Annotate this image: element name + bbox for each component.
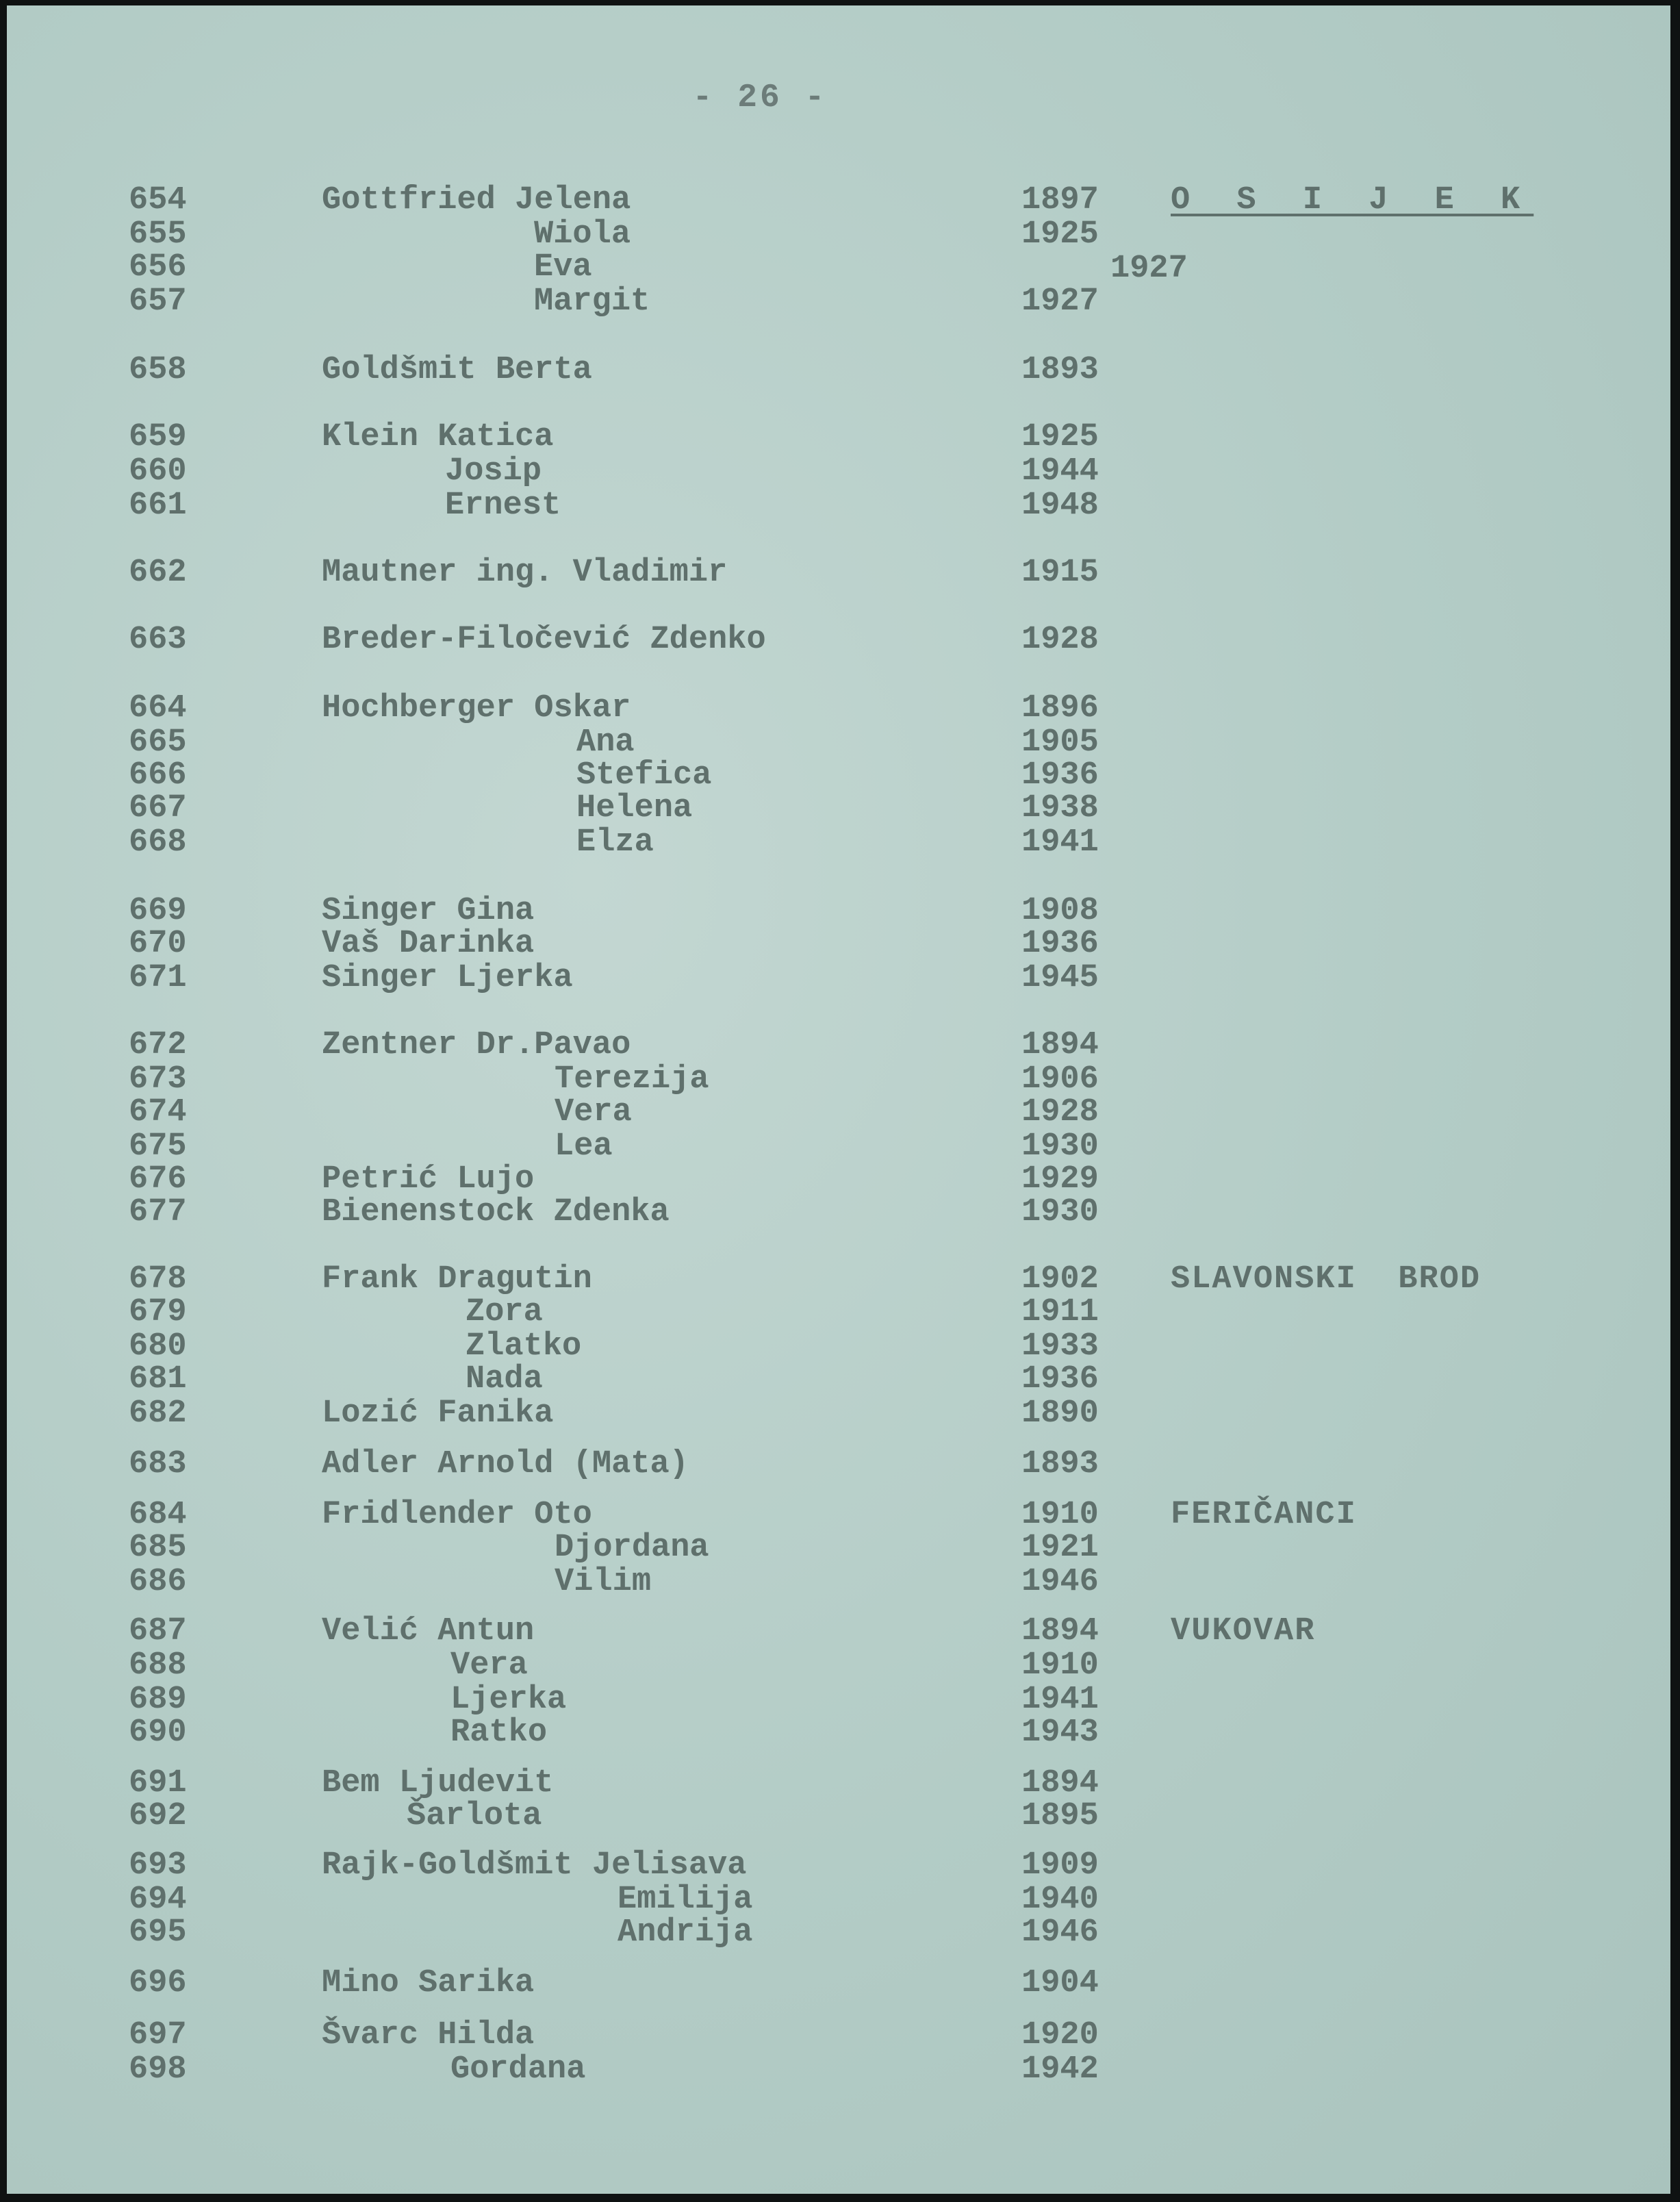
entry-row [7, 759, 1670, 793]
entry-row [7, 1916, 1670, 1950]
entry-birth-year: 1944 [1021, 453, 1099, 490]
entry-name: Vera [555, 1094, 632, 1130]
entry-name: Vaš Darinka [322, 926, 535, 962]
entry-name: Rajk-Goldšmit Jelisava [322, 1847, 747, 1884]
entry-number: 687 [129, 1613, 187, 1649]
entry-name: Gordana [450, 2051, 586, 2088]
entry-birth-year: 1930 [1021, 1128, 1099, 1165]
entry-number: 673 [129, 1061, 187, 1098]
entry-number: 680 [129, 1328, 187, 1365]
entry-name: Švarc Hilda [322, 2017, 535, 2053]
entry-name: Frank Dragutin [322, 1261, 592, 1298]
entry-name: Margit [534, 283, 650, 320]
entry-name: Vilim [555, 1564, 652, 1600]
entry-row [7, 2018, 1670, 2053]
entry-row [7, 184, 1670, 218]
entry-birth-year: 1893 [1021, 352, 1099, 388]
entry-name: Fridlender Oto [322, 1497, 592, 1533]
entry-number: 660 [129, 453, 187, 490]
entry-row [7, 1028, 1670, 1063]
entry-row [7, 556, 1670, 590]
entry-number: 678 [129, 1261, 187, 1298]
entry-row [7, 1096, 1670, 1130]
entry-number: 681 [129, 1361, 187, 1397]
entry-name: Šarlota [407, 1798, 542, 1834]
entry-name: Emilija [618, 1882, 753, 1918]
entry-name: Zora [466, 1294, 543, 1330]
entry-row [7, 792, 1670, 826]
entry-birth-year: 1896 [1021, 690, 1099, 726]
entry-name: Velić Antun [322, 1613, 535, 1649]
entry-row [7, 489, 1670, 523]
entry-number: 662 [129, 555, 187, 591]
entry-number: 671 [129, 960, 187, 996]
entry-birth-year: 1908 [1021, 893, 1099, 929]
entry-row [7, 285, 1670, 319]
entry-number: 665 [129, 724, 187, 761]
entry-birth-year: 1946 [1021, 1564, 1099, 1600]
entry-birth-year: 1915 [1021, 555, 1099, 591]
entry-number: 674 [129, 1094, 187, 1130]
entry-number: 667 [129, 790, 187, 826]
entry-birth-year: 1948 [1021, 488, 1099, 524]
entry-row [7, 1683, 1670, 1717]
entry-number: 691 [129, 1765, 187, 1801]
entry-number: 668 [129, 824, 187, 861]
entry-number: 676 [129, 1161, 187, 1198]
entry-place: SLAVONSKI BROD [1171, 1261, 1481, 1298]
entry-number: 690 [129, 1714, 187, 1751]
entry-birth-year: 1933 [1021, 1328, 1099, 1365]
entry-row [7, 1849, 1670, 1883]
entry-birth-year: 1925 [1021, 419, 1099, 455]
entry-row [7, 2053, 1670, 2087]
entry-birth-year: 1894 [1021, 1765, 1099, 1801]
entry-number: 692 [129, 1798, 187, 1834]
entry-place: O S I J E K [1171, 182, 1534, 218]
entry-name: Helena [576, 790, 693, 826]
entry-birth-year: 1904 [1021, 1965, 1099, 2001]
page-number: - 26 - [692, 79, 828, 116]
entry-number: 657 [129, 283, 187, 320]
entry-row [7, 927, 1670, 961]
entry-birth-year: 1911 [1021, 1294, 1099, 1330]
entry-row [7, 1363, 1670, 1397]
entry-number: 682 [129, 1395, 187, 1432]
entry-number: 669 [129, 893, 187, 929]
entry-number: 664 [129, 690, 187, 726]
entry-number: 696 [129, 1965, 187, 2001]
entry-name: Ernest [445, 488, 561, 524]
entry-name: Mino Sarika [322, 1965, 535, 2001]
entry-number: 683 [129, 1446, 187, 1482]
entry-birth-year: 1928 [1021, 1094, 1099, 1130]
entry-name: Goldšmit Berta [322, 352, 592, 388]
entry-name: Vera [450, 1647, 528, 1684]
entry-row [7, 1966, 1670, 2001]
entry-name: Elza [576, 824, 654, 861]
entry-number: 693 [129, 1847, 187, 1884]
entry-row [7, 1767, 1670, 1801]
entry-birth-year: 1941 [1021, 1682, 1099, 1718]
entry-number: 654 [129, 182, 187, 218]
entry-row [7, 1883, 1670, 1917]
entry-row [7, 623, 1670, 657]
entry-number: 695 [129, 1914, 187, 1951]
entry-birth-year: 1936 [1021, 926, 1099, 962]
entry-row [7, 1263, 1670, 1297]
entry-birth-year: 1943 [1021, 1714, 1099, 1751]
entry-list [7, 5, 1670, 2194]
entry-name: Petrić Lujo [322, 1161, 535, 1198]
entry-birth-year: 1905 [1021, 724, 1099, 761]
entry-row [7, 1498, 1670, 1532]
entry-row [7, 1163, 1670, 1197]
entry-name: Ana [576, 724, 635, 761]
entry-number: 685 [129, 1530, 187, 1566]
entry-row [7, 420, 1670, 455]
entry-row [7, 726, 1670, 760]
entry-birth-year: 1930 [1021, 1194, 1099, 1230]
entry-name: Bem Ljudevit [322, 1765, 554, 1801]
entry-birth-year: 1941 [1021, 824, 1099, 861]
entry-row [7, 1615, 1670, 1649]
entry-birth-year: 1936 [1021, 757, 1099, 794]
entry-name: Terezija [555, 1061, 709, 1098]
entry-name: Josip [445, 453, 542, 490]
entry-row [7, 1130, 1670, 1164]
entry-place: FERIČANCI [1171, 1497, 1357, 1533]
entry-birth-year: 1906 [1021, 1061, 1099, 1098]
entry-number: 661 [129, 488, 187, 524]
entry-name: Singer Gina [322, 893, 535, 929]
entry-row [7, 1649, 1670, 1683]
entry-name: Hochberger Oskar [322, 690, 631, 726]
entry-number: 659 [129, 419, 187, 455]
entry-birth-year: 1942 [1021, 2051, 1099, 2088]
entry-birth-year: 1902 [1021, 1261, 1099, 1298]
entry-number: 694 [129, 1882, 187, 1918]
entry-birth-year: 1895 [1021, 1798, 1099, 1834]
entry-birth-year: 1910 [1021, 1647, 1099, 1684]
entry-name: Djordana [555, 1530, 709, 1566]
entry-number: 698 [129, 2051, 187, 2088]
entry-number: 663 [129, 622, 187, 658]
entry-birth-year: 1927 [1021, 283, 1099, 320]
entry-name: Zentner Dr.Pavao [322, 1027, 631, 1063]
entry-number: 666 [129, 757, 187, 794]
entry-name: Ratko [450, 1714, 548, 1751]
entry-name: Lea [555, 1128, 613, 1165]
entry-birth-year: 1921 [1021, 1530, 1099, 1566]
entry-birth-year: 1890 [1021, 1395, 1099, 1432]
entry-name: Wiola [534, 216, 631, 253]
entry-birth-year: 1938 [1021, 790, 1099, 826]
entry-number: 672 [129, 1027, 187, 1063]
entry-name: Ljerka [450, 1682, 567, 1718]
entry-row [7, 1531, 1670, 1565]
entry-row [7, 353, 1670, 388]
entry-name: Gottfried Jelena [322, 182, 631, 218]
entry-place: VUKOVAR [1171, 1613, 1316, 1649]
entry-row [7, 826, 1670, 860]
entry-birth-year: 1897 [1021, 182, 1099, 218]
entry-row [7, 1295, 1670, 1330]
entry-name: Eva [534, 249, 592, 286]
entry-name: Klein Katica [322, 419, 554, 455]
entry-row [7, 1799, 1670, 1834]
entry-row [7, 251, 1670, 285]
entry-birth-year: 1940 [1021, 1882, 1099, 1918]
entry-name: Lozić Fanika [322, 1395, 554, 1432]
entry-number: 679 [129, 1294, 187, 1330]
entry-row [7, 218, 1670, 252]
entry-row [7, 1330, 1670, 1364]
entry-name: Andrija [618, 1914, 753, 1951]
entry-birth-year: 1929 [1021, 1161, 1099, 1198]
entry-name: Bienenstock Zdenka [322, 1194, 670, 1230]
entry-name: Stefica [576, 757, 712, 794]
entry-number: 677 [129, 1194, 187, 1230]
margin-year-note: 1927 [1110, 251, 1188, 287]
entry-number: 655 [129, 216, 187, 253]
entry-row [7, 1565, 1670, 1599]
entry-number: 688 [129, 1647, 187, 1684]
entry-row [7, 1447, 1670, 1482]
entry-number: 689 [129, 1682, 187, 1718]
entry-name: Mautner ing. Vladimir [322, 555, 728, 591]
entry-birth-year: 1910 [1021, 1497, 1099, 1533]
entry-birth-year: 1894 [1021, 1027, 1099, 1063]
entry-birth-year: 1936 [1021, 1361, 1099, 1397]
entry-row [7, 1195, 1670, 1230]
entry-birth-year: 1894 [1021, 1613, 1099, 1649]
document-page [7, 5, 1670, 2194]
entry-number: 697 [129, 2017, 187, 2053]
entry-row [7, 692, 1670, 726]
entry-birth-year: 1909 [1021, 1847, 1099, 1884]
entry-number: 656 [129, 249, 187, 286]
entry-row [7, 961, 1670, 996]
entry-birth-year: 1925 [1021, 216, 1099, 253]
entry-row [7, 1063, 1670, 1097]
entry-number: 658 [129, 352, 187, 388]
entry-number: 670 [129, 926, 187, 962]
entry-name: Singer Ljerka [322, 960, 573, 996]
entry-name: Zlatko [466, 1328, 582, 1365]
entry-birth-year: 1928 [1021, 622, 1099, 658]
entry-row [7, 1716, 1670, 1750]
entry-row [7, 894, 1670, 928]
entry-row [7, 1397, 1670, 1431]
entry-birth-year: 1946 [1021, 1914, 1099, 1951]
entry-birth-year: 1945 [1021, 960, 1099, 996]
entry-birth-year: 1920 [1021, 2017, 1099, 2053]
entry-birth-year: 1893 [1021, 1446, 1099, 1482]
entry-number: 684 [129, 1497, 187, 1533]
entry-number: 675 [129, 1128, 187, 1165]
entry-row [7, 455, 1670, 489]
entry-name: Breder-Filočević Zdenko [322, 622, 766, 658]
entry-name: Adler Arnold (Mata) [322, 1446, 689, 1482]
entry-name: Nada [466, 1361, 543, 1397]
entry-number: 686 [129, 1564, 187, 1600]
